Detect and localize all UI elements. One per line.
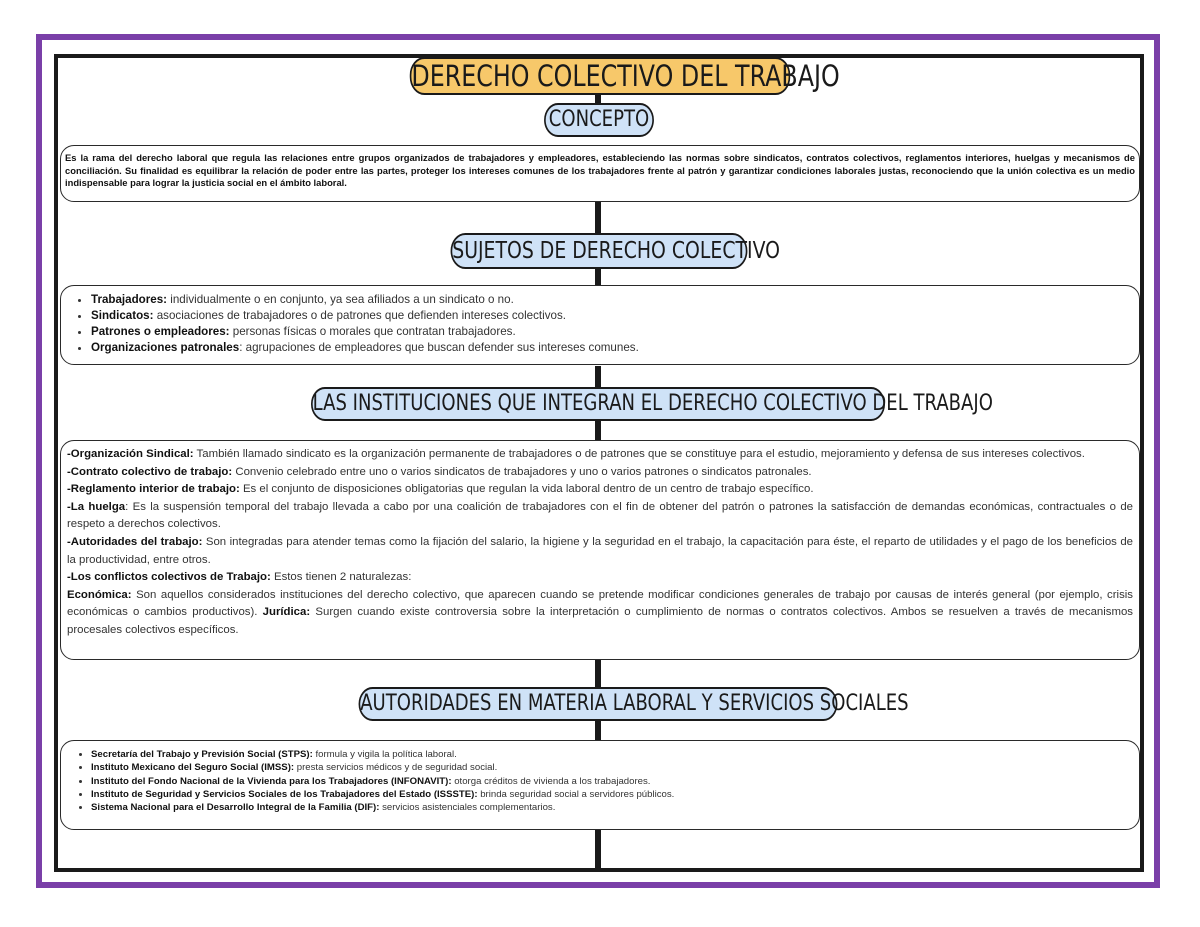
authorities-box [60, 740, 1140, 830]
connector-line [595, 659, 601, 689]
list-item: • Sindicatos: asociaciones de trabajadores o de patrones que defienden intereses colectivos. [91, 308, 1139, 324]
institution-item: -La huelga: Es la suspensión temporal del trabajo llevada a cabo por una coalición de trabajadores con el fin de obtener del patrón o patrones la satisfacción de demandas económicas, contractuales o de respeto a derechos colectivos. [67, 500, 1133, 531]
list-item: • Instituto del Fondo Nacional de la Vivienda para los Trabajadores (INFONAVIT): otorga créditos de vivienda a los trabajadores. [91, 775, 1139, 788]
list-item: • Secretaría del Trabajo y Previsión Social (STPS): formula y vigila la política laboral. [91, 748, 1139, 761]
subjects-list [61, 292, 1139, 356]
institutions-heading: LAS INSTITUCIONES QUE INTEGRAN EL DERECHO COLECTIVO DEL TRABAJO [311, 387, 885, 421]
institution-item: -Reglamento interior de trabajo: Es el conjunto de disposiciones obligatorias que regulan la vida laboral dentro de un centro de trabajo específico. [67, 483, 814, 496]
connector-line [595, 418, 601, 440]
institution-item: -Contrato colectivo de trabajo: Convenio celebrado entre uno o varios sindicatos de trabajadores y uno o varios patrones o sindicatos patronales. [67, 465, 812, 478]
concept-text: Es la rama del derecho laboral que regula las relaciones entre grupos organizados de trabajadores y empleadores, estableciendo las normas sobre sindicatos, contratos colectivos, reglamentos interiores, huelgas y mecanismos de conciliación. Su finalidad es equilibrar la relación de poder entre las partes, proteger los intereses comunes de los trabajadores frente al patrón y garantizar condiciones laborales justas, reconociendo que la unión colectiva es un medio indispensable para lograr la justicia social en el ámbito laboral. [65, 152, 1135, 189]
connector-line [595, 268, 601, 286]
subjects-box [60, 285, 1140, 365]
conflict-types: Económica: Son aquellos considerados instituciones del derecho colectivo, que aparecen cuando se pretende modificar condiciones generales de trabajo por causas de interés general (por ejemplo, crisis económicas o cambios productivos). Jurídica: Surgen cuando existe controversia sobre la interpretación o cumplimiento de normas o contratos colectivos. Ambos se resuelven a través de mecanismos procesales colectivos específicos. [67, 588, 1133, 636]
authorities-list [61, 748, 1139, 814]
list-item: • Sistema Nacional para el Desarrollo Integral de la Familia (DIF): servicios asistenciales complementarios. [91, 801, 1139, 814]
list-item: • Patrones o empleadores: personas físicas o morales que contratan trabajadores. [91, 324, 1139, 340]
list-item: • Organizaciones patronales: agrupaciones de empleadores que buscan defender sus intereses comunes. [91, 340, 1139, 356]
concept-box [60, 145, 1140, 202]
subjects-heading: SUJETOS DE DERECHO COLECTIVO [451, 233, 748, 269]
main-title: DERECHO COLECTIVO DEL TRABAJO [411, 59, 840, 93]
connector-line [595, 366, 601, 388]
connector-line [595, 829, 601, 869]
institution-item: -Los conflictos colectivos de Trabajo: Estos tienen 2 naturalezas: [67, 571, 412, 584]
list-item: • Instituto Mexicano del Seguro Social (IMSS): presta servicios médicos y de seguridad social. [91, 761, 1139, 774]
institution-item: -Organización Sindical: También llamado sindicato es la organización permanente de trabajadores o de patrones que se constituye para el estudio, mejoramiento y defensa de sus intereses colectivos. [67, 448, 1085, 460]
list-item: • Trabajadores: individualmente o en conjunto, ya sea afiliados a un sindicato o no. [91, 292, 1139, 308]
concept-heading: CONCEPTO [544, 103, 654, 137]
institution-item: -Autoridades del trabajo: Son integradas para atender temas como la fijación del salario, la higiene y la seguridad en el trabajo, la capacitación para éste, el reparto de utilidades y el pago de los beneficios de la productividad, entre otros. [67, 535, 1133, 566]
authorities-heading: AUTORIDADES EN MATERIA LABORAL Y SERVICIOS SOCIALES [359, 687, 838, 721]
institutions-box [60, 440, 1140, 660]
connector-line [595, 200, 601, 236]
list-item: • Instituto de Seguridad y Servicios Sociales de los Trabajadores del Estado (ISSSTE): brinda seguridad social a servidores públicos. [91, 788, 1139, 801]
